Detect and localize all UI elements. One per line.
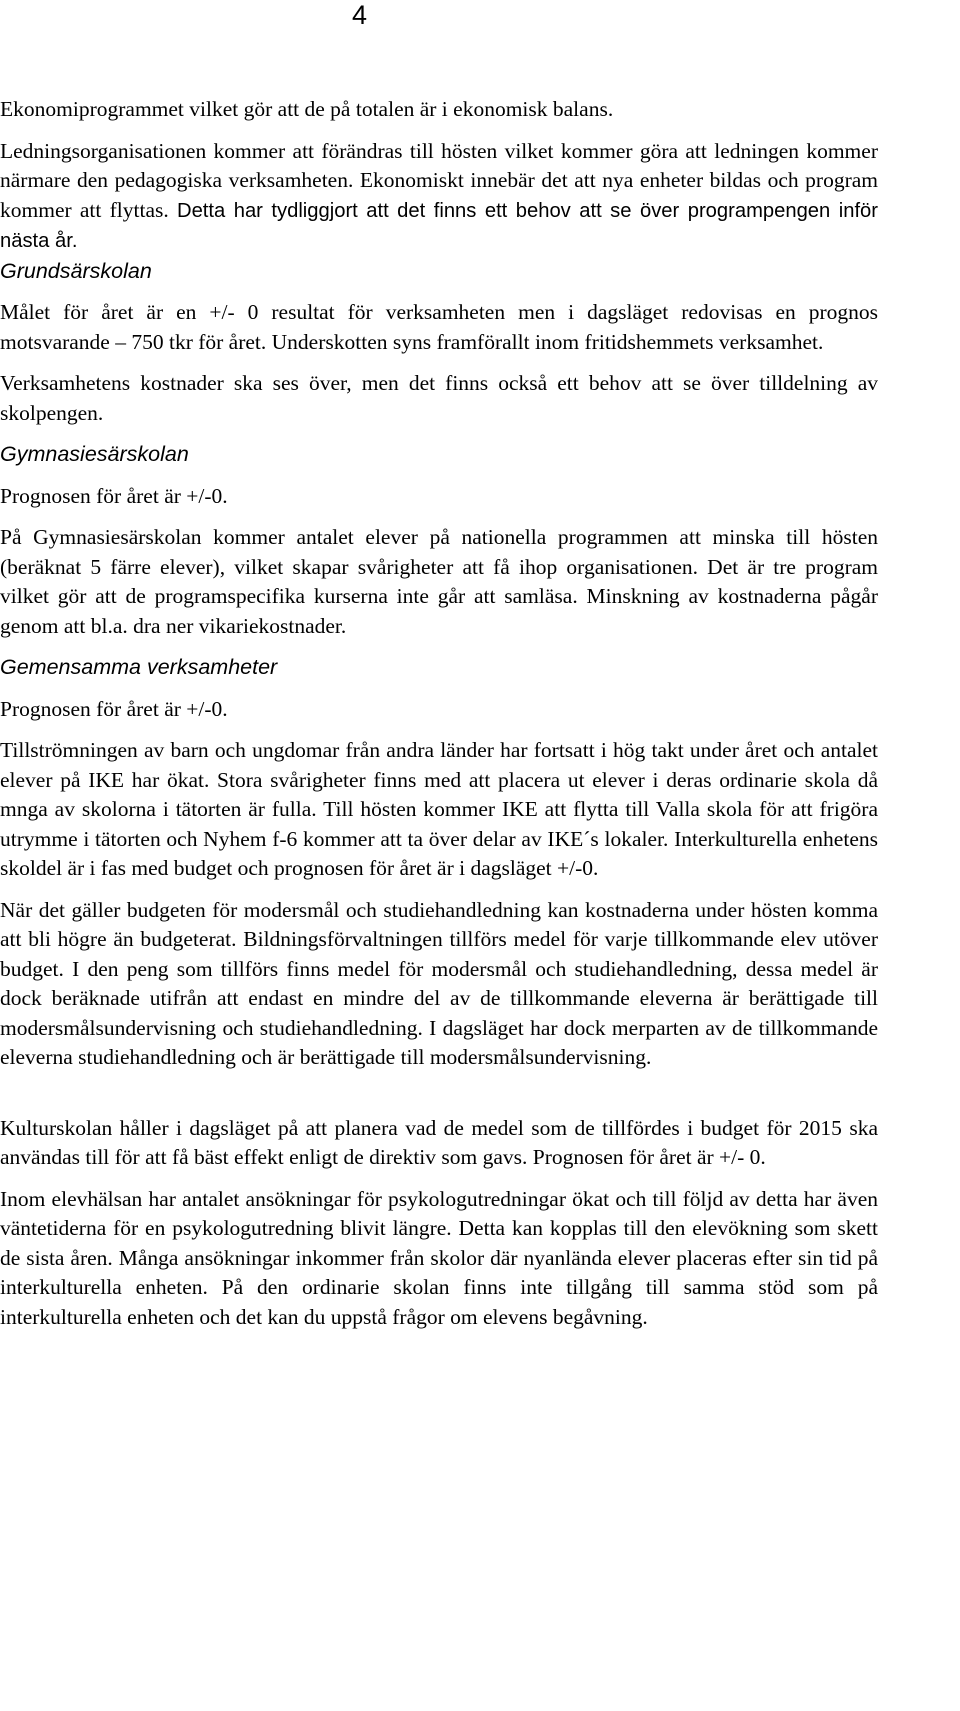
paragraph-ekonomiprogrammet: Ekonomiprogrammet vilket gör att de på totalen är i ekonomisk balans.	[0, 97, 614, 121]
heading-gymnasiesarskolan: Gymnasiesärskolan	[0, 442, 189, 466]
document-body	[0, 95, 878, 1332]
paragraph-gem-tillstromning: Tillströmningen av barn och ungdomar från andra länder har fortsatt i hög takt under året och antalet elever på IKE har ökat. Stora svårigheter finns med att placera ut elever i deras ordinarie skola då mnga av skolorna i tätorten är fulla. Till hösten kommer IKE att flytta till Valla skola för att frigöra utrymme i tätorten och Nyhem f-6 kommer att ta över delar av IKE´s lokaler. Interkulturella enhetens skoldel är i fas med budget och prognosen för året är i dagsläget +/-0.	[0, 738, 878, 880]
heading-gemensamma-verksamheter: Gemensamma verksamheter	[0, 655, 278, 679]
paragraph-ledningsorganisation	[0, 137, 878, 257]
paragraph-grundsar-malet: Målet för året är en +/- 0 resultat för verksamheten men i dagsläget redovisas en prognos motsvarande – 750 tkr för året. Underskotten syns framförallt inom fritidshemmets verksamhet.	[0, 300, 878, 354]
paragraph-elevhalsan: Inom elevhälsan har antalet ansökningar för psykologutredningar ökat och till följd av detta har även väntetiderna för en psykologutredning blivit längre. Detta kan kopplas till den elevökning som skett de sista åren. Många ansökningar inkommer från skolor där nyanlända elever placeras efter sin tid på interkulturella enheten. På den ordinarie skolan finns inte tillgång till samma stöd som på interkulturella enheten och det kan du uppstå frågor om elevens begåvning.	[0, 1186, 878, 1329]
paragraph-kulturskolan: Kulturskolan håller i dagsläget på att planera vad de medel som de tillfördes i budget för 2015 ska användas till för att få bäst effekt enligt de direktiv som gavs. Prognosen för året är +/- 0.	[0, 1115, 878, 1169]
paragraph-ledningsorganisation-sans: Detta har tydliggjort att det finns ett behov att se över programpengen inför nästa år.	[0, 199, 878, 252]
page-number: 4	[352, 0, 368, 30]
paragraph-grundsar-kostnader: Verksamhetens kostnader ska ses över, men det finns också ett behov att se över tilldelning av skolpengen.	[0, 371, 878, 425]
heading-grundsarskolan: Grundsärskolan	[0, 258, 152, 283]
paragraph-gem-modersmal: När det gäller budgeten för modersmål och studiehandledning kan kostnaderna under hösten komma att bli högre än budgeterat. Bildningsförvaltningen tillförs medel för varje tillkommande elev utöver budget. I den peng som tillförs finns medel för modersmål och studiehandledning, dessa medel är dock beräknade utifrån att endast en mindre del av de tillkommande eleverna är berättigade till modersmålsundervisning och studiehandledning. I dagsläget har dock merparten av de tillkommande eleverna studiehandledning och är berättigade till modersmålsundervisning.	[0, 897, 878, 1069]
paragraph-ledningsorganisation-serif: Ledningsorganisationen kommer att förändras till hösten vilket kommer göra att ledningen kommer närmare den pedagogiska verksamheten. Ekonomiskt innebär det att nya enheter bildas och program kommer att flyttas.	[0, 138, 878, 222]
paragraph-gymsar-detaljer: På Gymnasiesärskolan kommer antalet elever på nationella programmen att minska till hösten (beräknat 5 färre elever), vilket skapar svårigheter att få ihop organisationen. Det är tre program vilket gör att de programspecifika kurserna inte går att samläsa. Minskning av kostnaderna pågår genom att bl.a. dra ner vikariekostnader.	[0, 525, 878, 638]
paragraph-gymsar-prognos: Prognosen för året är +/-0.	[0, 483, 228, 508]
paragraph-gem-prognos: Prognosen för året är +/-0.	[0, 696, 228, 721]
